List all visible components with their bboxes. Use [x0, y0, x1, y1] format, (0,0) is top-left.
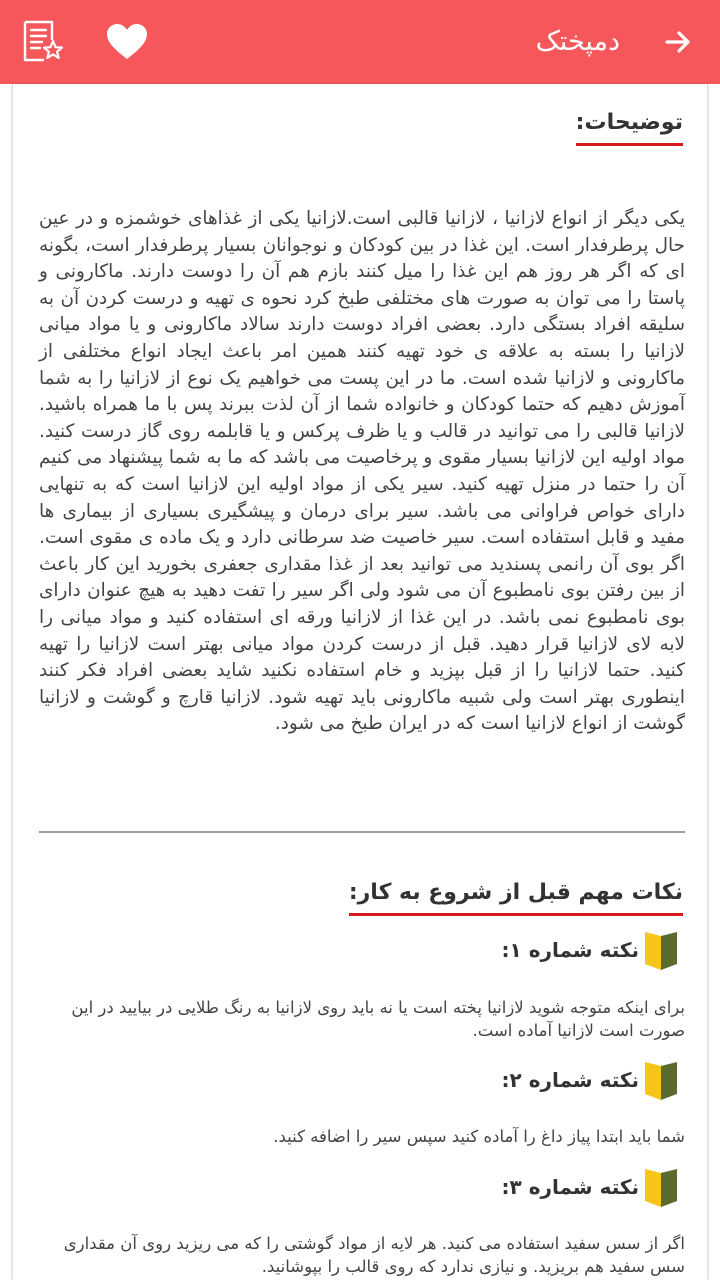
back-button[interactable]	[658, 22, 698, 62]
tip-1-title-text: نکته شماره ۱:	[501, 938, 639, 962]
tip-2-title-text: نکته شماره ۲:	[501, 1068, 639, 1092]
tip-1-title	[502, 930, 677, 970]
starred-list-icon	[22, 20, 64, 64]
favorite-button[interactable]	[104, 20, 150, 64]
top-app-bar	[0, 0, 720, 84]
tip-3-title-text: نکته شماره ۳:	[501, 1175, 639, 1199]
bookmark-badge-icon	[645, 930, 677, 970]
recipe-content-card	[12, 84, 708, 1280]
tip-2-title	[502, 1060, 677, 1100]
description-heading: توضیحات:	[576, 110, 683, 146]
description-text: یکی دیگر از انواع لازانیا ، لازانیا قالبی است.لازانیا یکی از غذاهای خوشمزه و در عین حال پرطرفدار است. این غذا در بین کودکان و نوجوانان بسیار پرطرفدار است، بگونه ای که اگر هر روز هم این غذا را میل کنند بازم هم آن را دوست دارند. ماکارونی و پاستا را می توان به صورت های مختلفی طبخ کرد نحوه ی تهیه و درست کردن آن به سلیقه افراد بستگی دارد. بعضی افراد دوست دارند سالاد ماکارونی و یا مواد میانی لازانیا را بسته به علاقه ی خود تهیه کنند همین امر باعث ایجاد انواع مختلفی از ماکارونی و لازانیا شده است. ما در این پست می خواهیم یک نوع از لازانیا را به شما آموزش دهیم که حتما کودکان و خانواده شما از آن لذت ببرند پس با ما همراه باشید. لازانیا قالبی را می توانید در قالب و یا ظرف پرکس و یا قابلمه روی گاز درست کنید. مواد اولیه این لازانیا بسیار مقوی و پرخاصیت می باشد که ما به شما پیشنهاد می کنیم آن را حتما در منزل تهیه کنید. سیر یکی از مواد اولیه این لازانیا است که به تنهایی دارای خواص فراوانی می باشد. سیر برای درمان و پیشگیری بسیاری از بیماری ها مفید و قابل استفاده است. سیر خاصیت ضد سرطانی دارد و یک ماده ی مقوی است. اگر بوی آن رانمی پسندید می توانید بعد از غذا مقداری جعفری بخورید این کار باعث از بین رفتن بوی نامطبوع آن می شود ولی اگر سیر را تفت دهید به هیچ عنوان دارای بوی نامطبوع نمی باشد. در این غذا از لازانیا ورقه ای استفاده کنید و مواد میانی را لابه لای لازانیا قرار دهید. قبل از درست کردن مواد میانی بهتر است لازانیا را تهیه کنید. حتما لازانیا را از قبل بپزید و خام استفاده نکنید شاید بعضی افراد فکر کنند اینطوری بهتر است ولی شبیه ماکارونی باید تهیه شود. لازانیا قارچ و گوشت و لازانیا گوشت از انواع لازانیا است که در ایران طبخ می شود.	[39, 208, 685, 735]
arrow-right-icon	[663, 27, 693, 57]
section-divider	[39, 831, 685, 833]
page-title: دمپختک	[535, 26, 620, 57]
bookmark-badge-icon	[645, 1167, 677, 1207]
heart-icon	[106, 23, 148, 61]
tips-heading: نکات مهم قبل از شروع به کار:	[349, 880, 683, 916]
tip-2-text: شما باید ابتدا پیاز داغ را آماده کنید سپس سیر را اضافه کنید.	[273, 1127, 685, 1146]
bookmark-badge-icon	[645, 1060, 677, 1100]
tip-1-text: برای اینکه متوجه شوید لازانیا پخته است یا نه باید روی لازانیا به رنگ طلایی در بیایید در این صورت است لازانیا آماده است.	[71, 998, 685, 1040]
tip-3-title	[502, 1167, 677, 1207]
tip-3-text: اگر از سس سفید استفاده می کنید. هر لایه از مواد گوشتی را که می ریزید روی آن مقداری سس سفید هم بریزید. و نیازی ندارد که روی قالب را بپوشانید.	[63, 1234, 685, 1276]
favorites-list-button[interactable]	[20, 18, 66, 66]
